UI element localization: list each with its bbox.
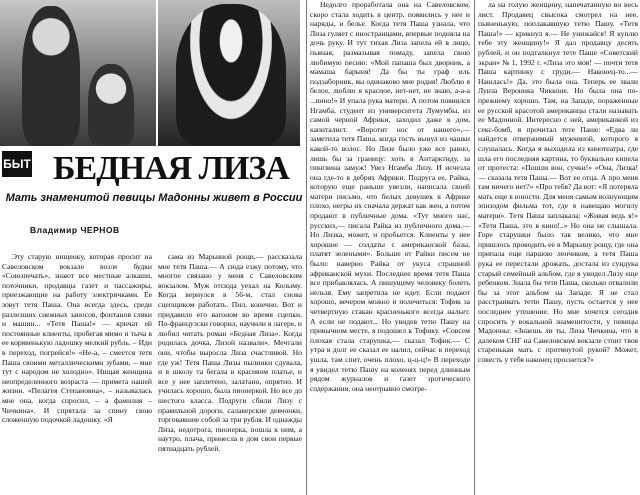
column-text: Недолго проработала она на Савеловском, скоро стала ходить в центр, появились у нее и наряды, и белье. Когда тетя Паша узнала, что Лиза гуляет с иностранцами, впервые подняла на дочь руку. И тут тихая Лиза запела ей в лицо, пьяная, размазывая помаду, запела свою любимую песню: «Мой папаша был дворник, а мамаша барыня! Да бы ты граф иль подзаборник, вы одинаково мне родня! Люблю я белое, люблю я красное, нет-нет, не знаю, а-а-а ...вино!» И упала рука матери. А потом появился Нгамба, студент из университета Лумумбы, из самой черной Африки, заходил даже в дом, капиталист. «Воротит нос от нашего»,— заметила тетя Паша, когда гость вынул из чашки какой-то волос. Но Лизе было уже все равно, лишь бы за границу: хоть в Антарктиду, за пингвина замуж! Увез Нгамба Лизу. И исчезла она где-то в дебрях Африки. Подруга ее, Райка, которую еще раньше увезли, написала своей матери письмо, что белых девушек в Африке плохо, негры их сначала держат как жен, а потом продают в публичные дома. «Тут много нас, русских,— писала Райка из публичного дома.— Но Лизка, может, и пробьется. Клиенты у нее хорошие — солдаты с американской базы, платят зелеными». Больше от Райки писем не было: наверно Райка от укуса страшной африканской мухи. Последнее время тетя Паша все прибавлялась. А пишущему человеку болеть нельзя. Ему запретила не идет. Если подают хорошо, вечером можно и полечиться: Тофик за четвертную стакан красненького всегда нальет. А если не подают... Но увидев тетю Пашу на привычном месте, я подошел к Тофику. «Совсем плохая стала старушка,— сказал Тофик.— С утра в долг ее сказал ее налил, сейчас в переход ушла, там спит, очень плохо, ц-ц-ц!» В переходе я увидел тетю Пашу на коленях перед длинным рядом журналов и газет эротического содержания, она неотрывно смотре- xyxy=(310,0,470,393)
column-text: ла на голую женщину, напечатанную во весь лист. Продавец свысока смотрел на нее, пьяненькую, поплакавшую тетю Пашу. «Тетя Паша!» — крикнул я.— Не унижайся! Я куплю тебе эту женщину!» Я дал продавцу десять рублей, и он подталкнул тете Паше «Советский экран» № 1, 1992 г. «Лиза это моя! — почти тетя Паша картинку с груди.— Наконец-то...— Нашлась!» Да, это была она. Теперь ее звали Луиза Вероника Чикконе. Но была она по-прежнему хорошо. Там, на Западе, пораженные ее русской красотой американцы стали называть ее Мадонной. Интересно с ней, американкой из секс-бомб, я прочитал тете Паше: «Едва ли найдется отвержимый мужчиной, которого я слушалась. Когда я выходила из кинотеатра, где шла его последняя картина, то буквально кипела от протеста: «Пошли вон, сучки!» «Она, Лизка! — сказала тетя Паша.— Вот ее отца. А про меня там ничего нет?» «Про тебя? Да вот: «Я потеряла мать еще в юности. Для меня самым волнующим эпизодом фильма тот, где я навещаю могилу матери». Тетя Паша заплакала: «Живая ведь я!» «Тетя Паша, это в кино!..» Но она не слышала. Горе старушки было так велико, что мне пришлось проводить ее в Марьину рощу, где она припала еще паршою ленчиком, а тетя Паша рука ее перестали дрожать, достала из сундука старый семейный альбом, где я увидел Лизу еще ребенком. Знала бы тетя Паша, сколько отвалили бы за этот альбом на Западе. Я не стал расстраивать тетю Пашу, пусть остается у нее последнее утешение. Но мне хочется сегодня спросить у вокальной знаменитости, у певицы Мадонны: «Знаешь ли ты, Лиза Чичкина, что в далеком СНГ на Савеловском вокзале стоит твоя старенькая мать с протянутой рукой? Может, совесть у тебя наконец проснется?» xyxy=(478,0,638,364)
article-column-1 xyxy=(2,252,152,495)
singer-figure xyxy=(176,4,286,146)
column-rule xyxy=(306,0,307,495)
column-text: сама из Марьиной рощи,— рассказала мне тетя Паша.— А сюда езжу потому, что многое связано у меня с Савеловским вокзалом. Муж отсюда уехал на Колыму. Когда вернулся в 56-м, стал снова сцепщиком работать. Пил, конечно. Вот и придавило его вагоном во время сцепки. По-французски говорил, научили в лагере, и любил читать роман «Бедная Лиза». Когда родилась дочка, Лизой назвали». Мечтали они, чтобы выросла Лиза счастливой. Но где уж! Тетя Паша Лизы пылинки сдувала, и в школу та бегала в красивом платье, и все у нее заплетено, залатано, опрятно. И училась хорошо, была пионеркой. Но все до шестого класса. Подруги сбили Лизу с правильной дороги, салаверские девчонки, торговавшие собой за три рубля. И однажды Лиза, недотрога, пионерка, пошла к ним, а наутро, плача, принесла в дом свои первые пятнадцать рублей. xyxy=(158,252,302,453)
article-column-4 xyxy=(478,0,638,495)
article-subhead: Мать знаменитой певицы Мадонны живет в России xyxy=(5,192,303,204)
child-figure xyxy=(88,64,134,146)
madonna-photo xyxy=(158,0,300,146)
article-column-3 xyxy=(310,0,470,495)
article-column-2 xyxy=(158,252,302,495)
column-rule xyxy=(474,0,475,495)
family-photo xyxy=(0,0,156,146)
article-headline: БЕДНАЯ ЛИЗА xyxy=(53,150,289,187)
article-byline: Владимир ЧЕРНОВ xyxy=(30,225,120,235)
section-rubric: БЫТ xyxy=(2,151,32,177)
woman-figure xyxy=(22,6,80,146)
column-text: Эту старую нищенку, которая просит на Савеловском вокзале возле будки «Союзпечать», знают все местные алкаши, поточники, продавцы газет и пассажиры, приезжающие на работу электричками. Ее зовут тетя Паша. Она всегда здесь, среди разлезших снежных заносов, фонтанов сляки и машин... «Тетя Паша!» — кричат ей постоянные клиенты, пробегая мимо и тыча в ее корявенькую ладошку мелкий рубль. – Иди в переход, погрейся!» «Не-а, – смеется тетя Паша своими металлическими зубами, – мне тут с народом не холодно». Нищая женщина неопределенного возраста — примета нашей жизни. «Пелагея Степановна», – называлась мне она, когда спросил, – а фамилия – Чичкина». И спрятала за спину свою сложенную подочкой ладошку. «Я xyxy=(2,252,152,425)
